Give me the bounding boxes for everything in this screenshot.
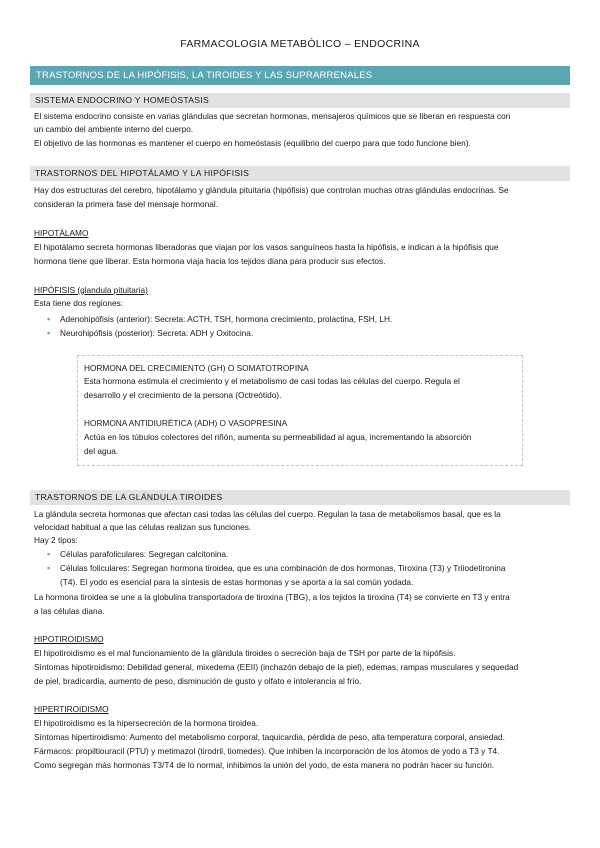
paragraph-line: El sistema endocrino consiste en varias glándulas que secretan hormonas, mensajeros químicos que se liberan en respuesta con xyxy=(34,111,511,121)
list-item-continuation: (T4). El yodo es esencial para la síntesis de estas hormonas y se aporta a la sal común yodada. xyxy=(60,577,414,587)
list-item-text: Adenohipófisis (anterior): Secreta: ACTH, TSH, hormona crecimiento, prolactina, FSH, LH. xyxy=(60,314,393,324)
box-text-line: Esta hormona estimula el crecimiento y el metabolismo de casi todas las células del cuerpo. Regula el xyxy=(84,376,460,386)
paragraph-line: a las células diana. xyxy=(34,606,105,616)
paragraph-line: La hormona tiroidea se une a la globulina transportadora de tiroxina (TBG), a los tejidos la tiroxina (T4) se convierte en T3 y entra xyxy=(34,592,510,602)
section-heading-endocrine: SISTEMA ENDOCRINO Y HOMEÓSTASIS xyxy=(30,93,570,108)
list-item xyxy=(47,327,565,340)
list-item-text: Células foliculares: Segregan hormona tiroidea, que es una combinación de dos hormonas, Tiroxina (T3) y Triiodetironina xyxy=(60,563,506,573)
paragraph-line: velocidad habitual a que las células realizan sus funciones. xyxy=(34,522,252,532)
box-text-line: del agua. xyxy=(84,446,119,456)
paragraph-line: La glándula secreta hormonas que afectan casi todas las células del cuerpo. Regulan la tasa de metabolismos basal, que es la xyxy=(34,509,501,519)
bullet-icon: ▪ xyxy=(47,563,51,573)
box-text-line: desarrollo y el crecimiento de la persona (Octreótido). xyxy=(84,390,282,400)
list-item xyxy=(47,548,565,561)
list-item xyxy=(47,562,565,575)
paragraph-line: consideran la primera fase del mensaje hormonal. xyxy=(34,199,219,209)
paragraph-line: El hipotálamo secreta hormonas liberadoras que viajan por los vasos sanguíneos hasta la hipófisis, e indican a la hipófisis que xyxy=(34,242,499,252)
hormone-info-box xyxy=(77,355,523,466)
section-heading-thyroid: TRASTORNOS DE LA GLÁNDULA TIROIDES xyxy=(30,490,570,505)
paragraph-line: Fármacos: propiltiouracil (PTU) y metimazol (tirodril, tiomedes). Que inhiben la incorporación de los átomos de yodo a T3 y T4. xyxy=(34,746,500,756)
paragraph-line: El hipotiroidismo es la hipersecreción de la hormona tiroidea. xyxy=(34,718,259,728)
box-text-line: Actúa en los túbulos colectores del riñón, aumenta su permeabilidad al agua, incrementando la absorción xyxy=(84,432,472,442)
paragraph-line: Esta tiene dos regiones: xyxy=(34,298,124,308)
paragraph-line: Hay dos estructuras del cerebro, hipotálamo y glándula pituitaria (hipófisis) que controlan muchas otras glándulas endocrinas. Se xyxy=(34,185,509,195)
list-item-text: Células parafoliculares: Segregan calcitonina. xyxy=(60,549,229,559)
box-heading-gh: HORMONA DEL CRECIMIENTO (GH) O SOMATOTROPINA xyxy=(84,363,309,373)
paragraph-line: El hipotiroidismo es el mal funcionamiento de la glándula tiroides o secreción baja de TSH por parte de la hipófisis. xyxy=(34,648,456,658)
bullet-icon: ▪ xyxy=(47,314,51,324)
section-heading-hypothalamus: TRASTORNOS DEL HIPOTÁLAMO Y LA HIPÓFISIS xyxy=(30,166,570,181)
paragraph-line: Hay 2 tipos: xyxy=(34,535,78,545)
document-title: FARMACOLOGIA METABÓLICO – ENDOCRINA xyxy=(180,38,420,50)
list-item xyxy=(47,313,565,326)
paragraph-line: Síntomas hipotiroidismo: Debilidad general, mixedema (EEII) (inchazón debajo de la piel), edemas, rampas musculares y sequedad xyxy=(34,662,519,672)
subheading-hipertiroidismo: HIPERTIROIDISMO xyxy=(34,704,109,714)
paragraph-line: hormona tiene que liberar. Esta hormona viaja hacia los tejidos diana para producir sus efectos. xyxy=(34,256,386,266)
subheading-hipofisis: HIPÓFISIS (glandula pituitaria) xyxy=(34,285,148,295)
subheading-hipotalamo: HIPOTÁLAMO xyxy=(34,228,89,238)
box-heading-adh: HORMONA ANTIDIURÉTICA (ADH) O VASOPRESINA xyxy=(84,418,288,428)
paragraph-line: Como segregan más hormonas T3/T4 de lo normal, inhibimos la unión del yodo, de esta manera no podrán hacer su función. xyxy=(34,760,495,770)
subheading-hipotiroidismo: HIPOTIROIDISMO xyxy=(34,634,104,644)
paragraph-line: Síntomas hipertiroidismo: Aumento del metabolismo corporal, taquicardia, pérdida de peso, alta temperatura corporal, ansiedad. xyxy=(34,732,505,742)
bullet-icon: ▪ xyxy=(47,549,51,559)
paragraph-line: El objetivo de las hormonas es mantener el cuerpo en homeóstasis (equilibrio del cuerpo para que todo funcione bien). xyxy=(34,138,471,148)
paragraph-line: de piel, bradicardia, aumento de peso, disminución de gusto y olfato e intolerancia al frío. xyxy=(34,676,362,686)
list-item-text: Neurohipófisis (posterior): Secreta: ADH y Oxitocina. xyxy=(60,328,254,338)
main-section-heading: TRASTORNOS DE LA HIPÓFISIS, LA TIROIDES Y LAS SUPRARRENALES xyxy=(30,66,570,85)
paragraph-line: un cambio del ambiente interno del cuerpo. xyxy=(34,124,194,134)
bullet-icon: ▪ xyxy=(47,328,51,338)
